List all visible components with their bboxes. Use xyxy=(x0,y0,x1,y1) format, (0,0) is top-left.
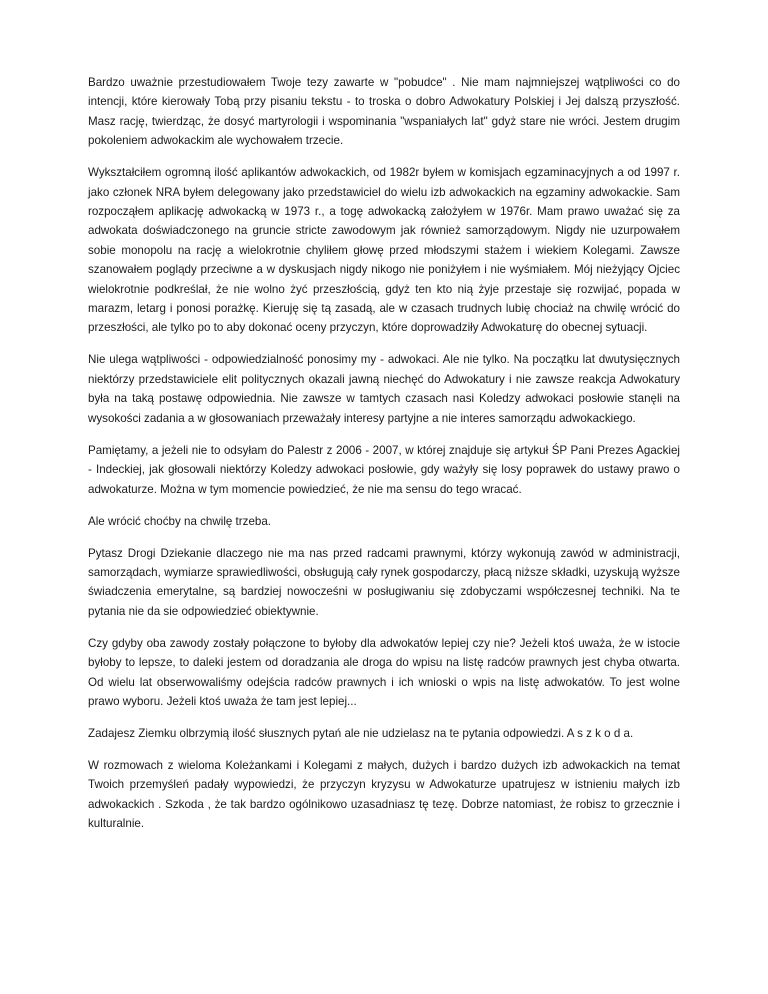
paragraph-5: Ale wrócić choćby na chwilę trzeba. xyxy=(88,514,272,528)
paragraph-3: Nie ulega wątpliwości - odpowiedzialność ponosimy my - adwokaci. Ale nie tylko. Na początku lat dwutysięcznych niektórzy przedstawiciele elit politycznych okazali jawną niechęć do Adwokatury i nie zawsze reakcja Adwokatury była na taką postawę odpowiednia. Nie zawsze w tamtych czasach nasi Koledzy adwokaci posłowie stanęli na wysokości zadania a w głosowaniach przeważały interesy partyjne a nie interes samorządu adwokackiego. xyxy=(88,353,680,425)
paragraph-6: Pytasz Drogi Dziekanie dlaczego nie ma nas przed radcami prawnymi, którzy wykonują zawód w administracji, samorządach, wymiarze sprawiedliwości, obsługują cały rynek gospodarczy, płacą niższe składki, uzyskują wyższe świadczenia emerytalne, są bardziej nowocześni w posługiwaniu się zdobyczami współczesnej techniki. Na te pytania nie da sie odpowiedzieć obiektywnie. xyxy=(88,546,680,618)
paragraph-4: Pamiętamy, a jeżeli nie to odsyłam do Palestr z 2006 - 2007, w której znajduje się artykuł ŚP Pani Prezes Agackiej - Indeckiej, jak głosowali niektórzy Koledzy adwokaci posłowie, gdy ważyły się losy poprawek do ustawy prawo o adwokaturze. Można w tym momencie powiedzieć, że nie ma sensu do tego wracać. xyxy=(88,443,680,496)
paragraph-9: W rozmowach z wieloma Koleżankami i Kolegami z małych, dużych i bardzo dużych izb adwokackich na temat Twoich przemyśleń padały wypowiedzi, że przyczyn kryzysu w Adwokaturze upatrujesz w istnieniu małych izb adwokackich . Szkoda , że tak bardzo ogólnikowo uzasadniasz tę tezę. Dobrze natomiast, że robisz to grzecznie i kulturalnie. xyxy=(88,758,680,831)
paragraph-7: Czy gdyby oba zawody zostały połączone to byłoby dla adwokatów lepiej czy nie? Jeżeli ktoś uważa, że w istocie byłoby to lepsze, to daleki jestem od doradzania ale droga do wpisu na listę radców prawnych jest chyba otwarta. Od wielu lat obserwowaliśmy odejścia radców prawnych i ich wnioski o wpis na listę adwokatów. To jest wolne prawo wyboru. Jeżeli ktoś uważa że tam jest lepiej... xyxy=(88,636,680,708)
paragraph-8: Zadajesz Ziemku olbrzymią ilość słusznych pytań ale nie udzielasz na te pytania odpowiedzi. A s z k o d a. xyxy=(88,726,634,740)
paragraph-1: Bardzo uważnie przestudiowałem Twoje tezy zawarte w "pobudce" . Nie mam najmniejszej wątpliwości co do intencji, które kierowały Tobą przy pisaniu tekstu - to troska o dobro Adwokatury Polskiej i Jej dalszą przyszłość. Masz rację, twierdząc, że dosyć martyrologii i wspominania "wspaniałych lat" gdyż stare nie wróci. Jestem drugim pokoleniem adwokackim ale wychowałem trzecie. xyxy=(88,76,680,148)
paragraph-2: Wykształciłem ogromną ilość aplikantów adwokackich, od 1982r byłem w komisjach egzaminacyjnych a od 1997 r. jako członek NRA byłem delegowany jako przedstawiciel do wielu izb adwokackich na egzaminy adwokackie. Sam rozpocząłem aplikację adwokacką w 1973 r., a togę adwokacką założyłem w 1976r. Mam prawo uważać się za adwokata doświadczonego na gruncie stricte zawodowym jak również samorządowym. Nigdy nie uzurpowałem sobie monopolu na rację a wielokrotnie chyliłem głowę przed młodszymi stażem i wiekiem Kolegami. Zawsze szanowałem poglądy przeciwne a w dyskusjach nigdy nikogo nie poniżyłem i nie wyśmiałem. Mój nieżyjący Ojciec wielokrotnie podkreślał, że nie wolno żyć przeszłością, gdyż ten kto nią żyje przestaje się rozwijać, popada w marazm, letarg i ponosi porażkę. Kieruję się tą zasadą, ale w czasach trudnych lubię chociaż na chwilę wrócić do przeszłości, ale tylko po to aby dokonać oceny przyczyn, które doprowadziły Adwokaturę do obecnej sytuacji. xyxy=(88,166,680,335)
letter-body xyxy=(88,73,680,846)
